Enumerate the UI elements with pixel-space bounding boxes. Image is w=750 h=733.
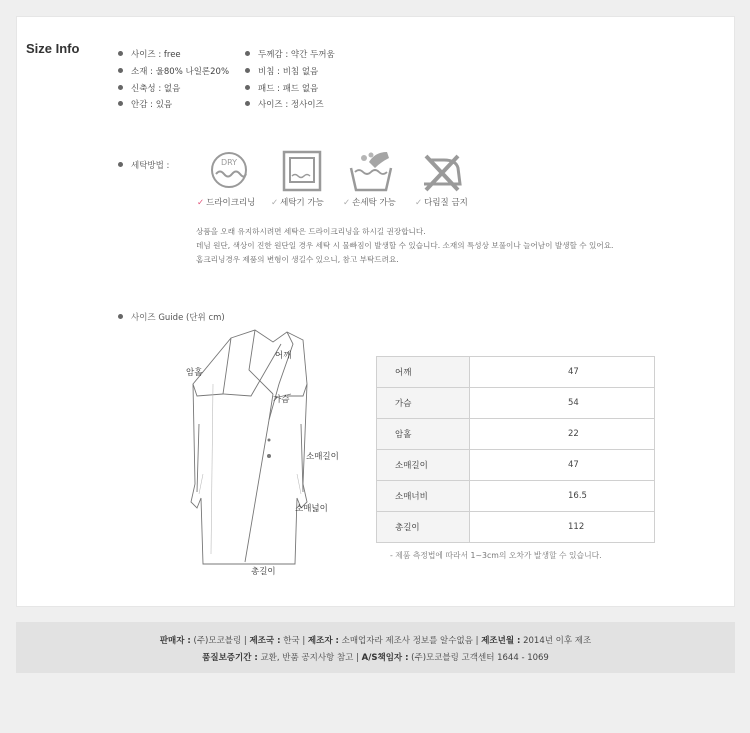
footer-line-2: 품질보증기간 : 교환, 반품 공지사항 참고 | A/S책임자 : (주)모코블링 고객센터 1644 - 1069 <box>202 653 549 663</box>
wash-item-hand: ✓ 손세탁 가능 <box>343 198 396 208</box>
footer-value: 소매업자라 제조사 정보를 알수없음 <box>341 636 473 646</box>
footer-key: 제조자 : <box>307 636 339 646</box>
table-row <box>377 450 655 481</box>
table-row <box>377 357 655 388</box>
check-icon: ✓ <box>197 198 205 208</box>
table-cell-name: 소매너비 <box>377 481 470 512</box>
table-cell-name: 총길이 <box>377 512 470 543</box>
washing-heading: 세탁방법 : <box>131 161 170 171</box>
spec-thickness: 두께감 : 약간 두꺼움 <box>258 50 335 60</box>
wash-item-machine: ✓ 세탁기 가능 <box>271 198 324 208</box>
care-note-1: 상품을 오래 유지하시려면 세탁은 드라이크리닝을 하시길 권장합니다. <box>196 227 426 236</box>
footer-key: 제조국 : <box>249 636 281 646</box>
spec-stretch: 신축성 : 없음 <box>131 84 181 94</box>
footer-line-1: 판매자 : (주)모코블링 | 제조국 : 한국 | 제조자 : 소매업자라 제조사 정보를 알수없음 | 제조년월 : 2014년 이후 제조 <box>159 636 592 646</box>
table-cell-value: 112 <box>470 512 655 543</box>
label-chest: 가슴 <box>273 395 290 405</box>
size-table <box>376 356 655 543</box>
table-cell-value: 47 <box>470 450 655 481</box>
spec-pad: 패드 : 패드 없음 <box>258 84 319 94</box>
svg-text:DRY: DRY <box>220 158 238 167</box>
check-icon: ✓ <box>271 198 279 208</box>
care-note-2: 데님 원단, 색상이 진한 원단일 경우 세탁 시 물빠짐이 발생할 수 있습니다. 소재의 특성상 보풀이나 늘어남이 발생할 수 있어요. <box>196 241 614 250</box>
size-guide-heading: 사이즈 Guide (단위 cm) <box>131 313 225 323</box>
dry-clean-icon <box>207 150 251 194</box>
check-icon: ✓ <box>415 198 423 208</box>
wash-item-dry: ✓ 드라이크리닝 <box>197 198 256 208</box>
table-cell-value: 47 <box>470 357 655 388</box>
care-note-3: 홈크리닝경우 제품의 변형이 생길수 있으니, 참고 부탁드려요. <box>196 255 399 264</box>
footer-key: A/S책임자 : <box>361 653 409 663</box>
table-row <box>377 481 655 512</box>
footer-key: 품질보증기간 : <box>202 653 258 663</box>
table-cell-name: 가슴 <box>377 388 470 419</box>
table-cell-value: 22 <box>470 419 655 450</box>
label-sleeve-width: 소매넓이 <box>295 504 328 514</box>
footer-value: (주)모코블링 <box>193 636 242 646</box>
footer-key: 제조년월 : <box>481 636 521 646</box>
wash-item-iron: ✓ 다림질 금지 <box>415 198 468 208</box>
check-icon: ✓ <box>343 198 351 208</box>
measurement-footnote: - 제품 측정법에 따라서 1~3cm의 오차가 발생할 수 있습니다. <box>390 551 602 560</box>
table-row <box>377 388 655 419</box>
label-armhole: 암홀 <box>186 368 203 378</box>
table-row <box>377 419 655 450</box>
table-cell-name: 소매길이 <box>377 450 470 481</box>
hand-wash-icon <box>349 150 393 194</box>
table-row <box>377 512 655 543</box>
label-shoulder: 어깨 <box>275 351 292 361</box>
label-total-length: 총길이 <box>251 567 276 577</box>
footer-value: 한국 <box>283 636 300 646</box>
spec-lining: 안감 : 있음 <box>131 100 173 110</box>
footer-key: 판매자 : <box>159 636 191 646</box>
footer-value: (주)모코블링 고객센터 1644 - 1069 <box>411 653 549 663</box>
footer-value: 2014년 이후 제조 <box>523 636 592 646</box>
machine-wash-icon <box>280 150 324 194</box>
spec-material: 소재 : 울80% 나일론20% <box>131 67 230 77</box>
table-cell-value: 54 <box>470 388 655 419</box>
table-cell-name: 어깨 <box>377 357 470 388</box>
spec-size: 사이즈 : free <box>131 50 181 60</box>
section-title: Size Info <box>26 41 80 56</box>
footer-value: 교환, 반품 공지사항 참고 <box>260 653 354 663</box>
spec-fit: 사이즈 : 정사이즈 <box>258 100 324 110</box>
table-cell-name: 암홀 <box>377 419 470 450</box>
table-cell-value: 16.5 <box>470 481 655 512</box>
no-ironing-icon <box>420 150 464 194</box>
spec-sheer: 비침 : 비침 없음 <box>258 67 319 77</box>
product-info-footer <box>16 622 735 673</box>
label-sleeve-length: 소매길이 <box>306 452 339 462</box>
